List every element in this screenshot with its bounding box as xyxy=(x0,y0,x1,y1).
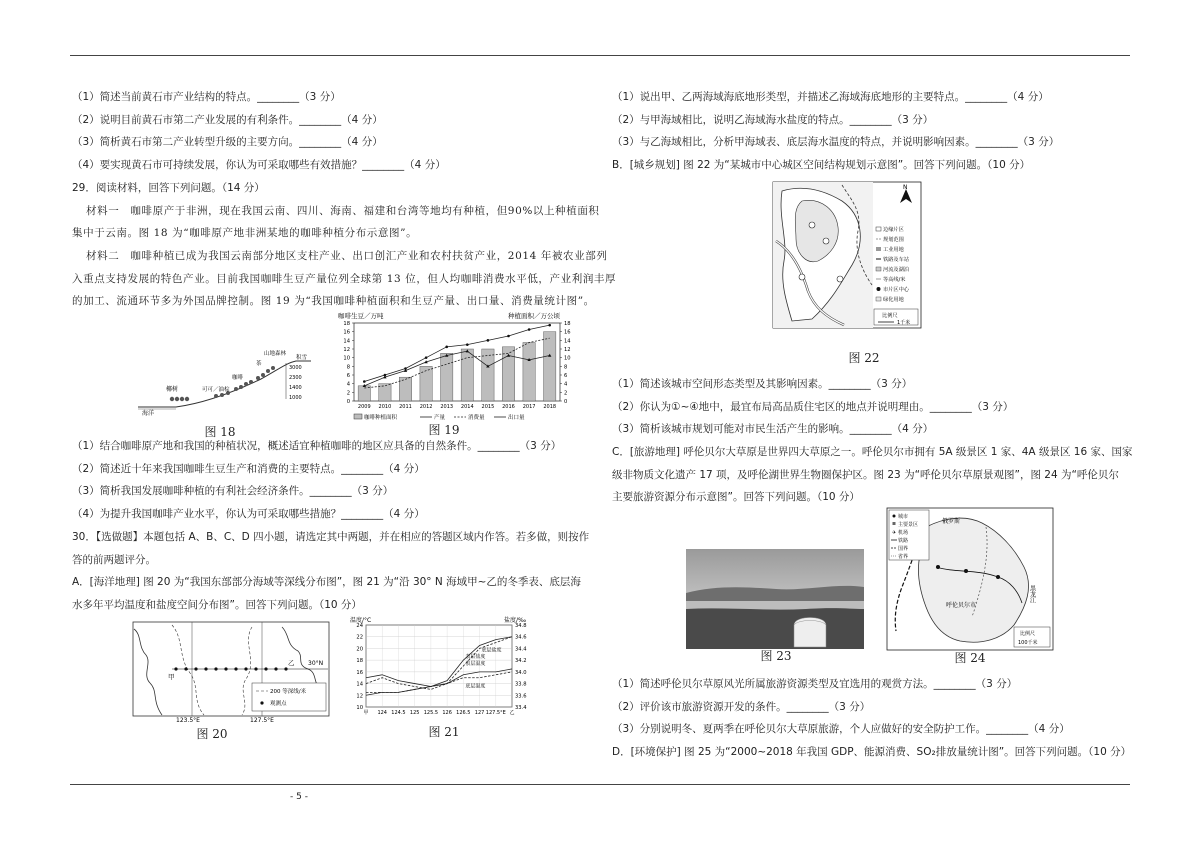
fig19-bar xyxy=(461,349,473,401)
fig24-legend-0: 城市 xyxy=(898,514,909,521)
fig19-legend-output: 产量 xyxy=(434,415,446,422)
fig19-right-tick-label: 4 xyxy=(564,381,568,388)
fig19-bar xyxy=(523,343,535,402)
material-1-line-1: 材料一 咖啡原产于非洲，现在我国云南、四川、海南、福建和台湾等地均有种植，但90%以上种植面积 xyxy=(86,204,600,217)
fig18-elev-1000: 1000 xyxy=(289,395,302,402)
bottom-rule xyxy=(70,784,1130,785)
figure-21 xyxy=(344,615,544,739)
figure-22-map xyxy=(772,181,922,331)
fig19-x-tick-label: 2009 xyxy=(357,404,371,411)
fig22-legend-7: 绿化用地 xyxy=(883,296,904,303)
fig18-snow-label: 积雪 xyxy=(296,355,308,362)
section-a-q2: （2）与甲海域相比，说明乙海域海水盐度的特点。________（3 分） xyxy=(612,113,934,126)
fig22-legend-2: 工业用地 xyxy=(883,246,904,253)
fig21-right-tick-label: 34.0 xyxy=(515,669,527,676)
fig21-right-axis-title: 盐度/‰ xyxy=(504,616,527,624)
fig19-legend-area: 咖啡种植面积 xyxy=(364,415,398,422)
q29-item-4: （4）为提升我国咖啡产业水平，你认为可采取哪些措施？________（4 分） xyxy=(72,508,425,521)
fig19-x-tick-label: 2015 xyxy=(481,404,495,411)
section-a-line-1: A．[海洋地理] 图 20 为“我国东部部分海域等深线分布图”，图 21 为“沿 30° N 海域甲~乙的冬季表、底层海 xyxy=(72,576,581,589)
figure-18-diagram xyxy=(136,349,316,419)
fig19-left-axis-title: 咖啡生豆／万吨 xyxy=(338,312,384,321)
fig21-right-tick-label: 34.8 xyxy=(515,622,527,629)
fig20-yi: 乙 xyxy=(288,658,295,667)
fig21-line-表层盐度 xyxy=(366,636,512,689)
fig18-caption: 图 18 xyxy=(204,425,236,440)
fig19-left-tick-label: 18 xyxy=(343,321,350,328)
section-a-line-2: 水多年平均温度和盐度空间分布图”。回答下列问题。（10 分） xyxy=(72,598,362,611)
figures-20-21 xyxy=(72,616,592,741)
fig19-bar xyxy=(544,332,556,401)
fig22-legend-4: 河流及湖泊 xyxy=(883,266,909,273)
fig19-legend-bar-swatch xyxy=(354,414,362,419)
fig21-x-tick-label: 127.5°E xyxy=(485,709,506,716)
fig19-x-tick-label: 2017 xyxy=(522,404,536,411)
fig19-point xyxy=(528,328,531,331)
fig21-caption: 图 21 xyxy=(428,724,460,739)
fig19-left-tick-label: 14 xyxy=(343,338,350,345)
fig19-right-tick-label: 18 xyxy=(564,321,571,328)
fig19-left-tick-label: 4 xyxy=(346,381,350,388)
fig19-x-tick-label: 2018 xyxy=(543,404,557,411)
q30-line-1: 30．【选做题】本题包括 A、B、C、D 四小题，请选定其中两题，并在相应的答题区域内作答。若多做，则按作 xyxy=(72,530,590,543)
fig20-lon2: 127.5°E xyxy=(250,716,274,724)
fig22-legend-0: 边缘片区 xyxy=(883,226,904,233)
fig19-left-tick-label: 8 xyxy=(346,364,350,371)
fig24-scale-value: 100千米 xyxy=(1018,640,1038,647)
fig22-legend-5: 等高线/米 xyxy=(883,276,906,283)
fig19-right-tick-label: 12 xyxy=(564,347,571,354)
section-b-q3: （3）简析该城市规划可能对市民生活产生的影响。________（4 分） xyxy=(612,423,934,436)
fig20-legend-station: 观测点 xyxy=(270,700,287,707)
fig19-left-tick-label: 10 xyxy=(343,355,350,362)
fig19-bar xyxy=(482,349,494,401)
fig21-x-tick-label: 乙 xyxy=(509,709,515,716)
fig19-right-tick-label: 16 xyxy=(564,329,571,336)
fig19-left-tick-label: 0 xyxy=(346,399,350,406)
fig19-right-axis-title: 种植面积／万公顷 xyxy=(508,312,560,321)
fig19-right-tick-label: 2 xyxy=(564,390,568,397)
fig19-point xyxy=(487,339,490,342)
fig19-bar xyxy=(379,384,391,401)
fig22-legend-6: 市片区中心 xyxy=(883,286,909,293)
fig21-series-label: 表层盐度 xyxy=(465,653,486,660)
fig18-sea-label: 海洋 xyxy=(142,410,155,418)
fig21-line-底层盐度 xyxy=(366,636,512,686)
fig21-x-tick-label: 125.5 xyxy=(423,709,439,716)
section-c-line-3: 主要旅游资源分布示意图”。回答下列问题。（10 分） xyxy=(612,491,860,504)
figure-18 xyxy=(136,349,316,440)
fig22-legend-1: 规划范围 xyxy=(883,236,904,243)
material-2-line-2: 入重点支持发展的特色产业。目前我国咖啡生豆产量位列全球第 13 位，但人均咖啡消费水平低，产业利润丰厚 xyxy=(72,272,617,285)
fig19-left-tick-label: 12 xyxy=(343,347,350,354)
fig21-x-tick-label: 126.5 xyxy=(456,709,471,716)
fig19-left-tick-label: 16 xyxy=(343,329,350,336)
fig19-legend-consumption: 消费量 xyxy=(468,415,485,422)
figure-23 xyxy=(686,549,864,665)
fig19-right-tick-label: 14 xyxy=(564,338,571,345)
q29-title: 29．阅读材料，回答下列问题。（14 分） xyxy=(72,181,265,194)
fig21-line-表层温度 xyxy=(366,669,512,695)
q29-item-3: （3）简析我国发展咖啡种植的有利社会经济条件。________（3 分） xyxy=(72,485,394,498)
fig22-legend-3: 铁路及车站 xyxy=(883,256,909,263)
fig19-x-tick-label: 2012 xyxy=(419,404,433,411)
fig21-left-axis-title: 温度/°C xyxy=(350,616,372,624)
material-2-line-3: 的加工、流通环节多为外国品牌控制。图 19 为“我国咖啡种植面积和生豆产量、出口量、消费量统计图”。 xyxy=(72,295,595,308)
fig21-left-tick-label: 18 xyxy=(356,657,363,664)
fig21-x-tick-label: 126 xyxy=(442,709,452,716)
fig19-point xyxy=(466,343,469,346)
figure-19 xyxy=(324,311,584,438)
section-c-q3: （3）分别说明冬、夏两季在呼伦贝尔大草原旅游，个人应做好的安全防护工作。________（4 分） xyxy=(612,723,1070,736)
fig24-legend-2: 机场 xyxy=(898,530,909,537)
fig19-legend-export: 出口量 xyxy=(508,415,525,422)
fig20-caption: 图 20 xyxy=(196,726,228,741)
fig19-point xyxy=(425,356,428,359)
fig20-jia: 甲 xyxy=(168,672,175,681)
fig24-legend-4: 国界 xyxy=(898,546,909,553)
section-b-q2: （2）你认为①~④地中，最宜布局高品质住宅区的地点并说明理由。________（3 分） xyxy=(612,400,1014,413)
figure-22 xyxy=(612,177,1132,373)
fig21-x-tick-label: 124.5 xyxy=(391,709,406,716)
q28-item-3: （3）简析黄石市第二产业转型升级的主要方向。________（4 分） xyxy=(72,136,383,149)
figure-24 xyxy=(886,507,1054,667)
q29-item-1: （1）结合咖啡原产地和我国的种植状况，概述适宜种植咖啡的地区应具备的自然条件。________（3 分） xyxy=(72,440,562,453)
fig18-coffee-label: 咖啡 xyxy=(232,375,244,382)
page-number: - 5 - xyxy=(290,792,308,802)
fig21-plot-frame xyxy=(366,625,512,707)
fig19-left-tick-label: 6 xyxy=(346,373,350,380)
fig24-legend-3: 铁路 xyxy=(898,538,909,545)
left-column xyxy=(72,86,617,741)
fig19-right-tick-label: 6 xyxy=(564,373,568,380)
figure-20 xyxy=(132,621,332,741)
fig21-right-tick-label: 33.6 xyxy=(515,692,527,699)
fig19-point xyxy=(548,324,551,327)
fig21-x-tick-label: 125 xyxy=(409,709,420,716)
figure-19-chart xyxy=(324,311,584,423)
material-1-line-2: 集中于云南。图 18 为“咖啡原产地非洲某地的咖啡种植分布示意图”。 xyxy=(72,227,418,240)
fig19-x-tick-label: 2014 xyxy=(460,404,474,411)
fig19-left-tick-label: 2 xyxy=(346,390,350,397)
section-c-q2: （2）评价该市旅游资源开发的条件。________（3 分） xyxy=(612,700,871,713)
fig18-coconut-label: 椰树 xyxy=(166,386,179,394)
section-c-line-1: C．[旅游地理] 呼伦贝尔大草原是世界四大草原之一。呼伦贝尔市拥有 5A 级景区 1 家、4A 级景区 16 家、国家 xyxy=(612,445,1133,458)
fig21-x-tick-label: 甲 xyxy=(363,709,369,716)
fig19-right-tick-label: 10 xyxy=(564,355,571,362)
fig19-bar xyxy=(399,377,411,401)
fig21-left-tick-label: 14 xyxy=(356,681,363,688)
fig24-russia: 俄罗斯 xyxy=(942,518,961,526)
fig21-right-tick-label: 33.8 xyxy=(515,681,527,688)
svg-text:✈: ✈ xyxy=(892,530,897,537)
section-c-line-2: 级非物质文化遗产 17 项，及呼伦湖世界生物圈保护区。图 23 为“呼伦贝尔草原景观图”，图 24 为“呼伦贝尔 xyxy=(612,468,1119,481)
fig19-point xyxy=(445,346,448,349)
fig22-north: N xyxy=(903,183,908,191)
fig21-left-tick-label: 16 xyxy=(356,669,363,676)
fig21-left-tick-label: 10 xyxy=(356,704,363,711)
material-2-line-1: 材料二 咖啡种植已成为我国云南部分地区支柱产业、出口创汇产业和农村扶贫产业，2014 年被农业部列 xyxy=(86,249,608,262)
fig24-scale: 比例尺 xyxy=(1020,631,1036,638)
fig18-elev-1400: 1400 xyxy=(289,385,302,392)
figure-23-photo xyxy=(686,549,864,649)
fig20-legend-isobath: 200 等深线/米 xyxy=(270,688,307,695)
section-c-q1: （1）简述呼伦贝尔草原风光所属旅游资源类型及宜选用的观赏方法。________（3 分） xyxy=(612,678,1018,691)
fig19-point xyxy=(363,380,366,383)
fig24-hulunbuir: 呼伦贝尔市 xyxy=(946,602,977,610)
fig18-elev-2300: 2300 xyxy=(289,375,302,382)
figure-21-chart xyxy=(344,615,544,723)
section-d-title: D．[环境保护] 图 25 为“2000~2018 年我国 GDP、能源消费、SO₂排放量统计图”。回答下列问题。（10 分） xyxy=(612,746,1132,759)
fig23-caption: 图 23 xyxy=(760,649,792,664)
right-column xyxy=(612,86,1132,764)
fig21-left-tick-label: 20 xyxy=(356,646,363,653)
fig18-tea-label: 茶 xyxy=(256,361,262,368)
fig19-point xyxy=(507,335,510,338)
figure-24-map xyxy=(886,507,1054,651)
fig21-left-tick-label: 22 xyxy=(356,634,363,641)
fig24-legend-1: 主要景区 xyxy=(898,522,919,529)
fig19-bar xyxy=(441,353,453,401)
fig21-left-tick-label: 24 xyxy=(356,622,363,629)
fig22-scale: 比例尺 xyxy=(882,312,898,319)
fig21-series-label: 底层盐度 xyxy=(481,647,502,654)
fig24-heilongjiang: 黑龙江 xyxy=(1028,585,1036,604)
q30-line-2: 答的前两题评分。 xyxy=(72,553,156,566)
fig19-bar xyxy=(420,366,432,401)
fig19-right-tick-label: 0 xyxy=(564,399,568,406)
fig19-x-tick-label: 2010 xyxy=(378,404,392,411)
top-rule xyxy=(70,55,1130,56)
fig21-right-tick-label: 34.4 xyxy=(515,646,527,653)
q28-item-1: （1）简述当前黄石市产业结构的特点。________（3 分） xyxy=(72,91,341,103)
fig19-bar xyxy=(358,386,370,401)
fig22-scale-value: 1千米 xyxy=(897,319,911,326)
q29-item-2: （2）简述近十年来我国咖啡生豆生产和消费的主要特点。________（4 分） xyxy=(72,462,425,475)
figure-20-map xyxy=(132,621,332,719)
fig18-elev-3000: 3000 xyxy=(289,365,302,372)
fig20-lon1: 123.5°E xyxy=(176,716,200,724)
fig24-legend-5: 省界 xyxy=(898,554,909,561)
fig19-right-tick-label: 8 xyxy=(564,364,568,371)
fig24-caption: 图 24 xyxy=(954,651,986,666)
fig19-line-出口量 xyxy=(364,351,549,386)
fig21-series-label: 表层温度 xyxy=(465,660,486,667)
section-a-q3: （3）与乙海域相比，分析甲海域表、底层海水温度的特点，并说明影响因素。________（3 分） xyxy=(612,136,1060,149)
fig19-caption: 图 19 xyxy=(428,423,460,438)
fig21-x-tick-label: 124 xyxy=(377,709,387,716)
fig21-series-label: 底层温度 xyxy=(465,683,486,690)
fig18-forest-label: 山地森林 xyxy=(264,351,287,358)
fig21-line-底层温度 xyxy=(366,672,512,693)
figures-18-19 xyxy=(72,312,592,440)
fig21-x-tick-label: 127 xyxy=(474,709,485,716)
fig21-left-tick-label: 12 xyxy=(356,692,363,699)
fig22-caption: 图 22 xyxy=(848,350,880,365)
fig21-right-tick-label: 33.4 xyxy=(515,704,527,711)
fig19-x-tick-label: 2011 xyxy=(399,404,412,411)
fig18-cocoa-label: 可可／油棕 xyxy=(202,387,230,394)
q28-item-4: （4）要实现黄石市可持续发展，你认为可采取哪些有效措施？________（4 分） xyxy=(72,159,446,172)
section-b-q1: （1）简述该城市空间形态类型及其影响因素。________（3 分） xyxy=(612,377,913,390)
figures-23-24 xyxy=(612,509,1132,673)
fig19-x-tick-label: 2013 xyxy=(440,404,454,411)
fig21-right-tick-label: 34.2 xyxy=(515,657,527,664)
fig20-lat: 30°N xyxy=(308,659,324,667)
section-b-title: B．[城乡规划] 图 22 为“某城市中心城区空间结构规划示意图”。回答下列问题。（10 分） xyxy=(612,159,1031,172)
q28-item-2: （2）说明目前黄石市第二产业发展的有利条件。________（4 分） xyxy=(72,113,383,126)
section-a-q1: （1）说出甲、乙两海域海底地形类型，并描述乙海域海底地形的主要特点。________（4 分） xyxy=(612,91,1049,103)
fig19-x-tick-label: 2016 xyxy=(502,404,515,411)
fig21-right-tick-label: 34.6 xyxy=(515,634,527,641)
